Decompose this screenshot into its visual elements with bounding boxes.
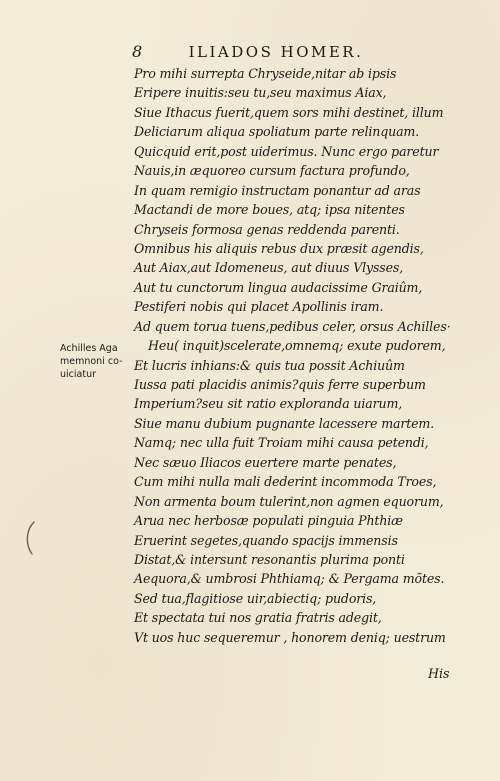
verse-line: Arua nec herbosæ populati pinguia Phthiæ bbox=[134, 513, 403, 529]
catchword: His bbox=[428, 666, 450, 681]
verse-line: Omnibus his aliquis rebus dux præsit agendis, bbox=[134, 240, 424, 256]
verse-line: Aut tu cunctorum lingua audacissime Graiûm, bbox=[134, 279, 423, 295]
verse-line: Siue Ithacus fuerit,quem sors mihi destinet, illum bbox=[134, 104, 444, 120]
verse-line: Vt uos huc sequeremur , honorem deniq; uestrum bbox=[134, 629, 446, 645]
verse-text bbox=[134, 64, 474, 647]
verse-line: Aequora,& umbrosi Phthiamq; & Pergama mõtes. bbox=[134, 571, 445, 587]
verse-line: Non armenta boum tulerint,non agmen equorum, bbox=[134, 493, 444, 509]
verse-line: Et lucris inhians:& quis tua possit Achiuûm bbox=[134, 357, 405, 373]
verse-line: Pro mihi surrepta Chryseide,nitar ab ipsis bbox=[134, 66, 397, 81]
verse-line: Nauis,in æquoreo cursum factura profundo, bbox=[134, 163, 410, 179]
verse-line: Nec sæuo Iliacos euertere marte penates, bbox=[134, 454, 397, 470]
margin-note bbox=[60, 342, 134, 381]
verse-line: Et spectata tui nos gratia fratris adegit, bbox=[134, 610, 382, 626]
verse-line: Distat,& intersunt resonantis plurima ponti bbox=[134, 551, 405, 567]
verse-line: Cum mihi nulla mali dederint incommoda Troes, bbox=[134, 474, 437, 490]
verse-line: Heu( inquit)scelerate,omnemq; exute pudorem, bbox=[148, 338, 446, 354]
verse-line: In quam remigio instructam ponantur ad aras bbox=[134, 182, 421, 198]
verse-line: Iussa pati placidis animis?quis ferre superbum bbox=[134, 377, 426, 392]
verse-line: Aut Aiax,aut Idomeneus, aut diuus Vlysses, bbox=[134, 260, 404, 276]
verse-line: Eruerint segetes,quando spacijs immensis bbox=[134, 532, 398, 548]
verse-line: Mactandi de more boues, atq; ipsa nitentes bbox=[134, 202, 405, 218]
margin-note-line: Achilles Aga bbox=[60, 343, 118, 354]
verse-line: Chryseis formosa genas reddenda parenti. bbox=[134, 221, 400, 237]
page-header bbox=[132, 42, 390, 61]
verse-line: Deliciarum aliqua spoliatum parte relinquam. bbox=[134, 124, 420, 140]
verse-line: Quicquid erit,post uiderimus. Nunc ergo paretur bbox=[134, 143, 439, 159]
verse-line: Ad quem torua tuens,pedibus celer, orsus Achilles· bbox=[134, 318, 451, 334]
verse-line: Eripere inuitis:seu tu,seu maximus Aiax, bbox=[134, 85, 387, 101]
margin-note-line: memnoni co- bbox=[60, 356, 123, 367]
margin-note-line: uiciatur bbox=[60, 369, 96, 380]
verse-line: Imperium?seu sit ratio exploranda uiarum, bbox=[134, 396, 403, 412]
running-title: ILIADOS HOMER. bbox=[188, 43, 364, 61]
verse-line: Siue manu dubium pugnante lacessere martem. bbox=[134, 415, 435, 431]
verse-line: Namq; nec ulla fuit Troiam mihi causa petendi, bbox=[134, 435, 429, 451]
verse-line: Sed tua,flagitiose uir,abiectiq; pudoris, bbox=[134, 590, 377, 606]
ink-mark-icon bbox=[22, 520, 38, 556]
verse-line: Pestiferi nobis qui placet Apollinis iram. bbox=[134, 299, 384, 315]
page-number: 8 bbox=[132, 42, 145, 61]
